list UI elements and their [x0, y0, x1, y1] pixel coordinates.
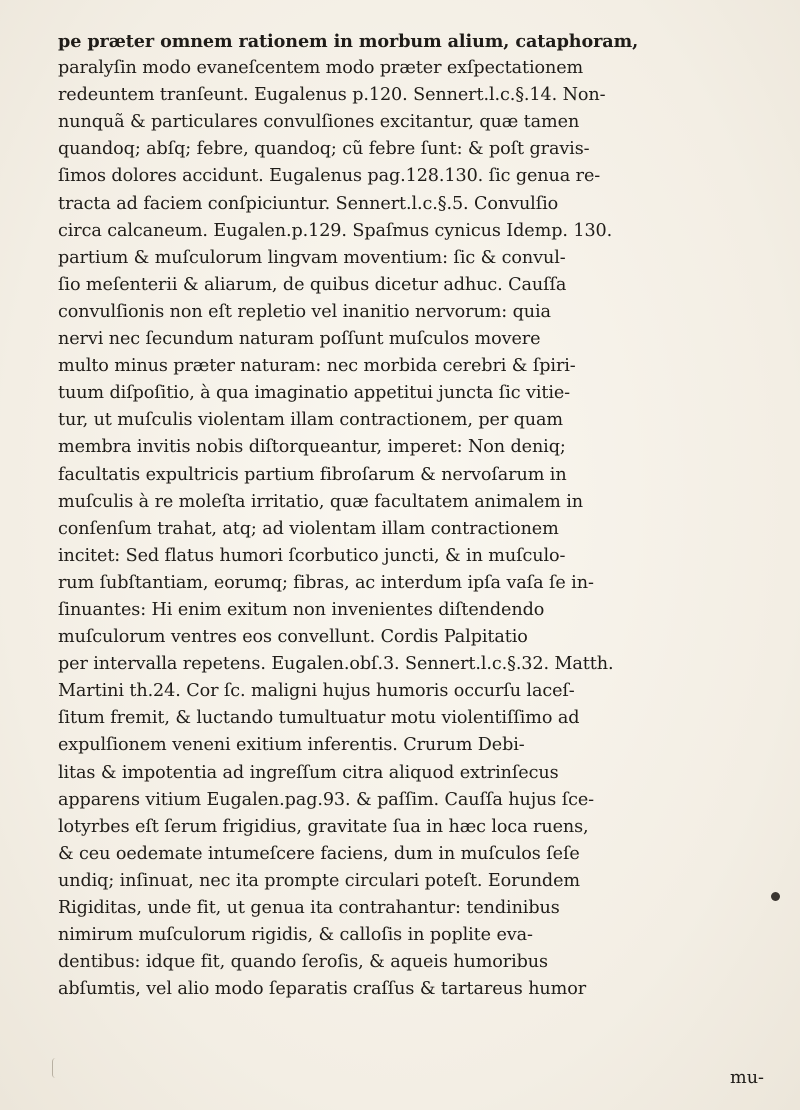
text-line: membra invitis nobis diſtorqueantur, imperet: Non deniq;: [58, 437, 566, 458]
page-edge-mark: [52, 1058, 59, 1078]
text-line: expulſionem veneni exitium inferentis. Crurum Debi-: [58, 735, 525, 756]
text-line: tracta ad faciem conſpiciuntur. Sennert.l.c.§.5. Convulſio: [58, 193, 559, 214]
body-text: [58, 28, 770, 1058]
ink-blot: [771, 892, 780, 901]
text-line: quandoq; abſq; febre, quandoq; cũ febre ſunt: & poſt gravis-: [58, 139, 590, 160]
text-line: tuum diſpoſitio, à qua imaginatio appetitui juncta ſic vitie-: [58, 383, 570, 404]
text-line: & ceu oedemate intumeſcere faciens, dum in muſculos ſeſe: [58, 843, 580, 864]
text-line: redeuntem tranſeunt. Eugalenus p.120. Sennert.l.c.§.14. Non-: [58, 85, 606, 106]
text-line: ſio meſenterii & aliarum, de quibus dicetur adhuc. Cauſſa: [58, 274, 567, 295]
text-line: facultatis expultricis partium fibroſarum & nervoſarum in: [58, 464, 567, 485]
text-line: pe præter omnem rationem in morbum alium, cataphoram,: [58, 31, 639, 52]
text-line: ſinuantes: Hi enim exitum non invenientes diſtendendo: [58, 599, 545, 620]
text-line: conſenſum trahat, atq; ad violentam illam contractionem: [58, 518, 559, 539]
text-line: [58, 1003, 770, 1030]
text-line: Martini th.24. Cor ſc. maligni hujus humoris occurſu laceſ-: [58, 681, 575, 702]
text-line: ſitum fremit, & luctando tumultuatur motu violentiſſimo ad: [58, 708, 580, 729]
text-line: nervi nec ſecundum naturam poſſunt muſculos movere: [58, 329, 541, 350]
text-line: partium & muſculorum lingvam moventium: ſic & convul-: [58, 247, 566, 268]
text-line: Rigiditas, unde fit, ut genua ita contrahantur: tendinibus: [58, 898, 560, 918]
text-line: incitet: Sed flatus humori ſcorbutico juncti, & in muſculo-: [58, 545, 566, 566]
text-line: ſimos dolores accidunt. Eugalenus pag.128.130. ſic genua re-: [58, 166, 601, 187]
text-line: litas & impotentia ad ingreſſum citra aliquod extrinſecus: [58, 762, 559, 783]
text-line: nimirum muſculorum rigidis, & calloſis in poplite eva-: [58, 925, 533, 946]
text-line: convulſionis non eſt repletio vel inanitio nervorum: quia: [58, 301, 551, 322]
text-line: dentibus: idque fit, quando ſeroſis, & aqueis humoribus: [58, 952, 548, 973]
text-line: undiq; inſinuat, nec ita prompte circulari poteſt. Eorundem: [58, 870, 580, 891]
text-line: apparens vitium Eugalen.pag.93. & paſſim. Cauſſa hujus ſce-: [58, 789, 595, 810]
text-line: muſculorum ventres eos convellunt. Cordis Palpitatio: [58, 627, 528, 648]
text-line: multo minus præter naturam: nec morbida cerebri & ſpiri-: [58, 356, 576, 377]
text-line: paralyſin modo evaneſcentem modo præter exſpectationem: [58, 58, 584, 79]
text-line: circa calcaneum. Eugalen.p.129. Spaſmus cynicus Idemp. 130.: [58, 220, 613, 241]
text-line: lotyrbes eſt ſerum frigidius, gravitate ſua in hæc loca ruens,: [58, 816, 589, 837]
catchword: mu-: [730, 1068, 764, 1088]
text-line: nunquã & particulares convulſiones excitantur, quæ tamen: [58, 112, 580, 133]
text-line: muſculis à re moleſta irritatio, quæ facultatem animalem in: [58, 491, 584, 512]
text-line: rum ſubſtantiam, eorumq; fibras, ac interdum ipſa vaſa ſe in-: [58, 572, 594, 593]
text-line: [58, 1030, 770, 1057]
text-line: tur, ut muſculis violentam illam contractionem, per quam: [58, 410, 563, 431]
text-line: per intervalla repetens. Eugalen.obſ.3. Sennert.l.c.§.32. Matth.: [58, 654, 614, 675]
text-line: abſumtis, vel alio modo ſeparatis craſſus & tartareus humor: [58, 979, 587, 1000]
